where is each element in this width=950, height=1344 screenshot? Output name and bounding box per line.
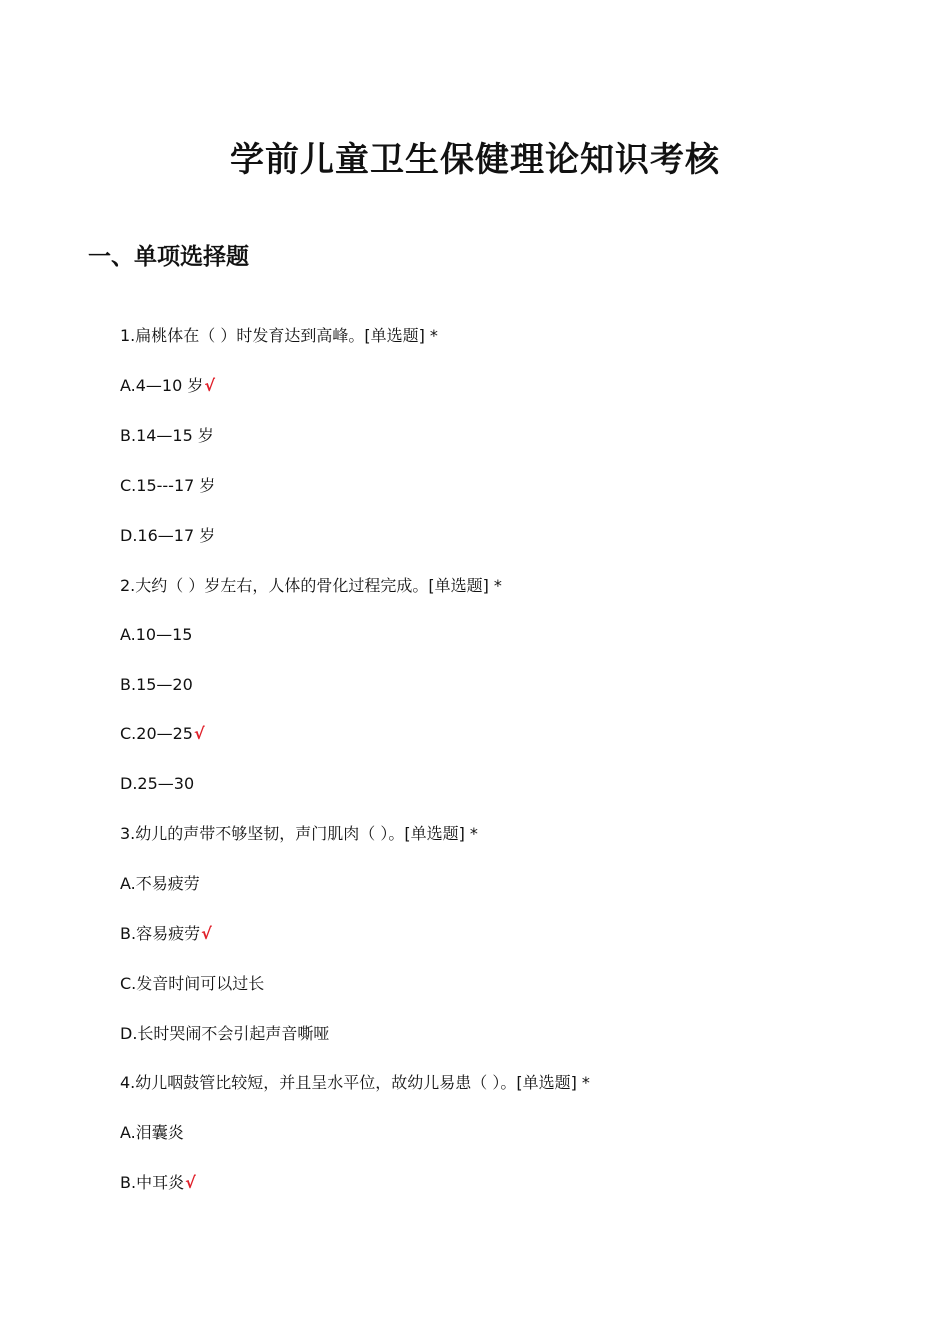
option-text: C.15---17 岁 <box>120 476 216 495</box>
option-text: B.15—20 <box>120 675 193 694</box>
question-1-option-b[interactable] <box>120 424 214 448</box>
question-4-option-b[interactable] <box>120 1171 196 1195</box>
question-1-option-c[interactable] <box>120 474 215 498</box>
correct-check-icon: √ <box>185 1173 196 1192</box>
correct-check-icon: √ <box>193 724 205 743</box>
question-2-option-a[interactable] <box>120 623 192 647</box>
option-text: A.泪囊炎 <box>120 1123 184 1142</box>
page-title: 学前儿童卫生保健理论知识考核 <box>230 140 720 180</box>
option-text: A.不易疲劳 <box>120 874 200 893</box>
section-heading: 一、单项选择题 <box>88 244 249 270</box>
question-2-option-b[interactable] <box>120 673 193 697</box>
option-text: D.16—17 岁 <box>120 526 216 545</box>
option-text: C.发音时间可以过长 <box>120 974 265 993</box>
option-text: D.长时哭闹不会引起声音嘶哑 <box>120 1024 330 1043</box>
question-3-option-d[interactable] <box>120 1022 329 1046</box>
question-3-option-b[interactable] <box>120 922 212 946</box>
question-3-option-a[interactable] <box>120 872 200 896</box>
option-text: A.10—15 <box>120 625 193 644</box>
option-text: B.中耳炎 <box>120 1173 185 1192</box>
question-2-option-c[interactable] <box>120 722 205 746</box>
question-3-option-c[interactable] <box>120 972 264 996</box>
question-1-option-d[interactable] <box>120 524 215 548</box>
question-3-stem: 3.幼儿的声带不够坚韧，声门肌肉（ ）。[单选题] * <box>120 824 478 843</box>
correct-check-icon: √ <box>201 924 212 943</box>
option-text: B.容易疲劳 <box>120 924 201 943</box>
question-1-stem: 1.扁桃体在（ ）时发育达到高峰。[单选题] * <box>120 326 438 345</box>
question-4-stem: 4.幼儿咽鼓管比较短，并且呈水平位，故幼儿易患（ ）。[单选题] * <box>120 1073 590 1092</box>
correct-check-icon: √ <box>204 376 216 395</box>
option-text: B.14—15 岁 <box>120 426 214 445</box>
question-2-stem: 2.大约（ ）岁左右，人体的骨化过程完成。[单选题] * <box>120 576 502 595</box>
question-1-option-a[interactable] <box>120 374 215 398</box>
option-text: C.20—25 <box>120 724 193 743</box>
option-text: D.25—30 <box>120 774 195 793</box>
question-2-option-d[interactable] <box>120 772 194 796</box>
question-4-option-a[interactable] <box>120 1121 184 1145</box>
option-text: A.4—10 岁 <box>120 376 204 395</box>
